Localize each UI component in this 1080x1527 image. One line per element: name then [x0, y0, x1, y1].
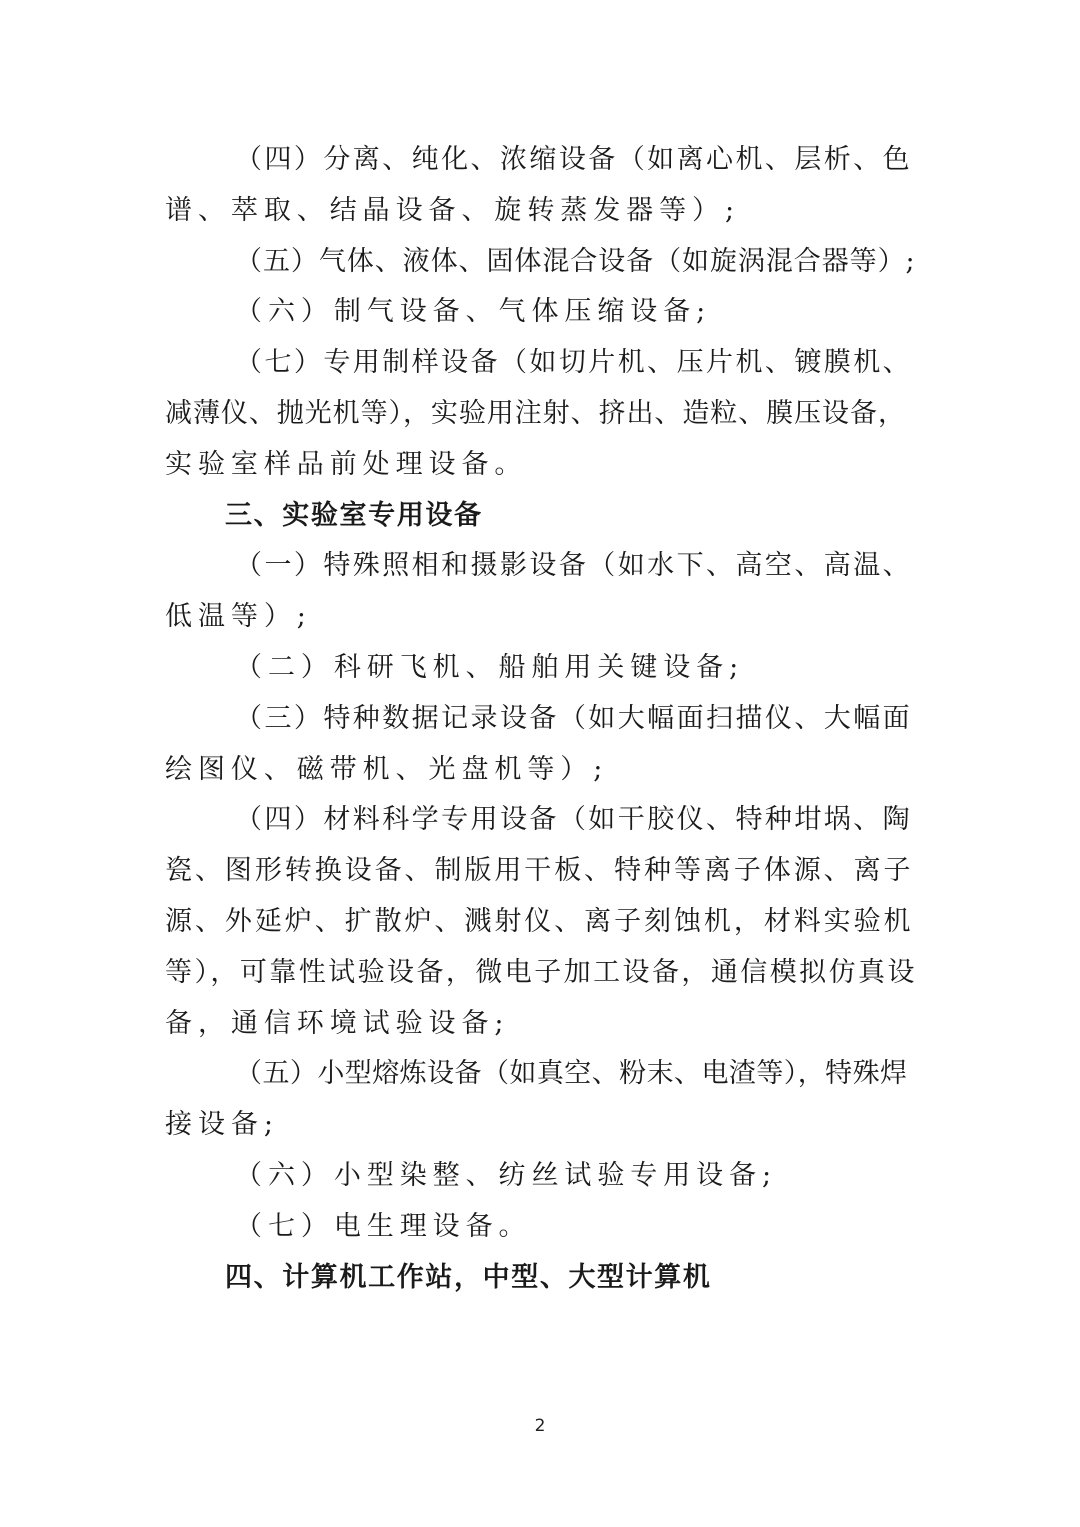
paragraph-line: （五）小型熔炼设备（如真空、粉末、电渣等），特殊焊 — [235, 1058, 908, 1090]
body-text — [165, 135, 917, 1303]
paragraph-line: 源、外延炉、扩散炉、溅射仪、离子刻蚀机，材料实验机 — [165, 905, 914, 937]
section-heading: 三、实验室专用设备 — [225, 499, 483, 531]
paragraph-line: （七）电生理设备。 — [235, 1210, 532, 1242]
paragraph-line: （四）材料科学专用设备（如干胶仪、特种坩埚、陶 — [235, 804, 913, 836]
paragraph-line: 减薄仪、抛光机等），实验用注射、挤出、造粒、膜压设备， — [165, 397, 906, 429]
paragraph-line: （二）科研飞机、船舶用关键设备; — [235, 651, 745, 683]
section-heading: 四、计算机工作站，中型、大型计算机 — [225, 1261, 712, 1293]
paragraph-line: （一）特殊照相和摄影设备（如水下、高空、高温、 — [235, 550, 913, 582]
paragraph-line: 低温等）; — [165, 601, 312, 633]
page-number: 2 — [534, 1416, 546, 1436]
paragraph-line: 绘图仪、磁带机、光盘机等）; — [165, 753, 609, 785]
paragraph-line: 实验室样品前处理设备。 — [165, 448, 528, 480]
paragraph-line: （三）特种数据记录设备（如大幅面扫描仪、大幅面 — [235, 702, 913, 734]
paragraph-line: （五）气体、液体、固体混合设备（如旋涡混合器等）; — [235, 245, 916, 277]
paragraph-line: （四）分离、纯化、浓缩设备（如离心机、层析、色 — [235, 144, 913, 175]
paragraph-line: 接设备; — [165, 1109, 279, 1141]
paragraph-line: （六）小型染整、纺丝试验专用设备; — [235, 1159, 778, 1191]
paragraph-line: 等），可靠性试验设备，微电子加工设备，通信模拟仿真设 — [165, 956, 917, 988]
paragraph-line: 备，通信环境试验设备; — [165, 1007, 510, 1039]
paragraph-line: 谱、萃取、结晶设备、旋转蒸发器等）; — [165, 194, 741, 226]
paragraph-line: 瓷、图形转换设备、制版用干板、特种等离子体源、离子 — [165, 855, 914, 887]
paragraph-line: （六）制气设备、气体压缩设备; — [235, 296, 712, 328]
paragraph-line: （七）专用制样设备（如切片机、压片机、镀膜机、 — [235, 347, 913, 379]
